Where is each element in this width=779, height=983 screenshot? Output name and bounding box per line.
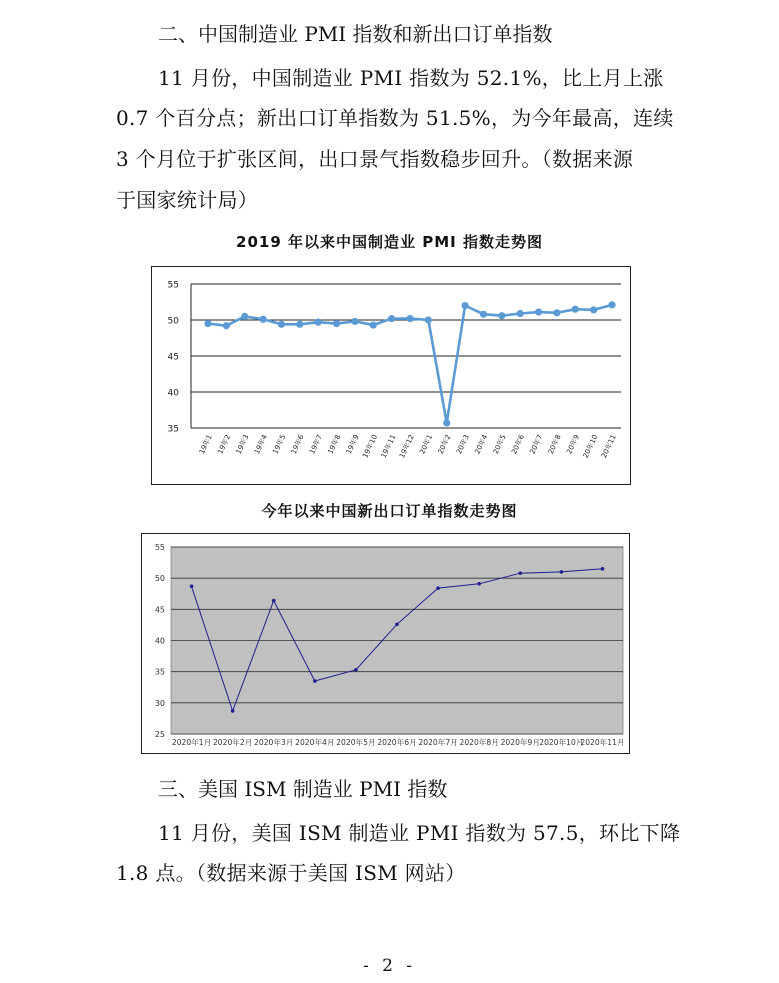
- chart1-y-tick: 45: [167, 352, 179, 363]
- chart1-y-tick: 55: [167, 280, 179, 291]
- chart1-x-tick: 19年4: [253, 433, 269, 456]
- chart2-x-tick: 2020年9月: [500, 738, 540, 747]
- chart1-point: [461, 302, 468, 309]
- chart1-point: [278, 321, 285, 328]
- chart2-point: [395, 622, 399, 626]
- chart2-x-tick: 2020年6月: [377, 738, 417, 747]
- chart2-x-tick: 2020年3月: [254, 738, 294, 747]
- chart2-point: [477, 582, 481, 586]
- chart2-x-tick: 2020年4月: [295, 738, 335, 747]
- chart1-x-tick: 20年8: [546, 433, 563, 456]
- chart1-x-tick: 20年3: [455, 433, 471, 456]
- paragraph-line: 1.8 点。（数据来源于美国 ISM 网站）: [116, 861, 466, 885]
- chart2-x-tick: 2020年8月: [459, 738, 499, 747]
- chart2-point: [354, 668, 358, 672]
- chart1-x-tick: 19年5: [271, 433, 288, 456]
- chart1-point: [296, 321, 303, 328]
- chart2-y-tick: 30: [154, 698, 165, 708]
- chart2-point: [436, 586, 440, 590]
- chart1-y-tick: 50: [167, 316, 179, 327]
- chart1-x-tick: 20年1: [418, 433, 435, 456]
- chart1-x-tick: 19年10: [361, 433, 380, 460]
- chart2-point: [231, 709, 235, 713]
- chart2-point: [601, 567, 605, 571]
- export-orders-chart: [141, 533, 631, 755]
- chart1-x-tick: 20年9: [565, 433, 582, 456]
- chart2-point: [272, 599, 276, 603]
- chart2-point: [518, 571, 522, 575]
- chart1-x-tick: 19年6: [289, 433, 306, 456]
- chart2-y-tick: 55: [154, 543, 165, 552]
- chart1-point: [498, 312, 505, 319]
- paragraph-line: 11 月份，美国 ISM 制造业 PMI 指数为 57.5，环比下降: [158, 821, 681, 845]
- chart2-x-tick: 2020年1月: [171, 738, 212, 747]
- chart1-point: [388, 315, 395, 322]
- chart2-x-tick: 2020年11月: [580, 738, 625, 747]
- chart1-x-tick: 19年3: [234, 433, 251, 456]
- chart1-point: [608, 301, 615, 308]
- chart1-point: [370, 321, 377, 328]
- chart1-x-tick: 20年7: [528, 433, 545, 456]
- chart1-point: [535, 308, 542, 315]
- section-2-heading: 二、中国制造业 PMI 指数和新出口订单指数: [158, 22, 553, 46]
- chart1-x-tick: 20年10: [581, 433, 600, 460]
- chart2-y-tick: 35: [154, 667, 165, 677]
- chart2-x-tick: 2020年7月: [418, 738, 458, 747]
- chart2-x-tick: 2020年5月: [336, 738, 376, 747]
- chart1-x-tick: 19年7: [308, 433, 324, 456]
- chart1-x-tick: 20年5: [491, 433, 508, 456]
- chart1-point: [406, 315, 413, 322]
- paragraph-line: 于国家统计局）: [116, 188, 259, 212]
- chart1-point: [443, 419, 450, 426]
- chart2-y-tick: 40: [154, 636, 165, 646]
- chart2-x-tick: 2020年2月: [212, 738, 253, 747]
- chart1-point: [351, 318, 358, 325]
- chart1-x-tick: 20年6: [510, 433, 526, 456]
- chart1-point: [204, 320, 211, 327]
- chart1-point: [553, 309, 560, 316]
- chart1-point: [590, 306, 597, 313]
- chart1-point: [315, 319, 322, 326]
- paragraph-line: 0.7 个百分点；新出口订单指数为 51.5%，为今年最高，连续: [116, 106, 674, 130]
- chart2-y-tick: 50: [154, 574, 165, 584]
- chart1-x-tick: 20年4: [473, 433, 490, 456]
- chart1-point: [425, 316, 432, 323]
- chart2-point: [190, 584, 194, 588]
- chart1-y-tick: 35: [167, 424, 179, 435]
- section-3-heading: 三、美国 ISM 制造业 PMI 指数: [158, 777, 448, 801]
- chart1-point: [241, 313, 248, 320]
- chart1-x-tick: 20年11: [600, 433, 618, 460]
- chart1-title: 2019 年以来中国制造业 PMI 指数走势图: [236, 233, 543, 251]
- chart1-x-tick: 19年1: [197, 433, 214, 456]
- chart2-title: 今年以来中国新出口订单指数走势图: [261, 502, 518, 520]
- chart1-point: [223, 322, 230, 329]
- chart1-y-tick: 40: [167, 388, 179, 399]
- chart1-point: [480, 311, 487, 318]
- chart2-point: [313, 679, 317, 683]
- chart1-x-tick: 19年8: [326, 433, 343, 456]
- chart2-point: [560, 570, 564, 574]
- chart1-point: [572, 306, 579, 313]
- chart2-y-tick: 45: [154, 605, 165, 615]
- paragraph-line: 11 月份，中国制造业 PMI 指数为 52.1%，比上月上涨: [158, 66, 664, 90]
- chart1-point: [259, 316, 266, 323]
- page-number: - 2 -: [362, 956, 417, 976]
- chart1-x-tick: 20年2: [436, 433, 453, 456]
- chart1-x-tick: 19年9: [344, 433, 361, 456]
- paragraph-line: 3 个月位于扩张区间，出口景气指数稳步回升。（数据来源: [116, 147, 634, 171]
- chart2-y-tick: 25: [154, 730, 165, 739]
- chart2-x-tick: 2020年10月: [539, 738, 584, 747]
- chart1-x-tick: 19年2: [216, 433, 233, 456]
- chart1-point: [333, 320, 340, 327]
- chart1-x-tick: 19年12: [398, 433, 416, 460]
- chart1-point: [517, 310, 524, 317]
- chart1-x-tick: 19年11: [379, 433, 398, 460]
- pmi-chart: [151, 266, 632, 487]
